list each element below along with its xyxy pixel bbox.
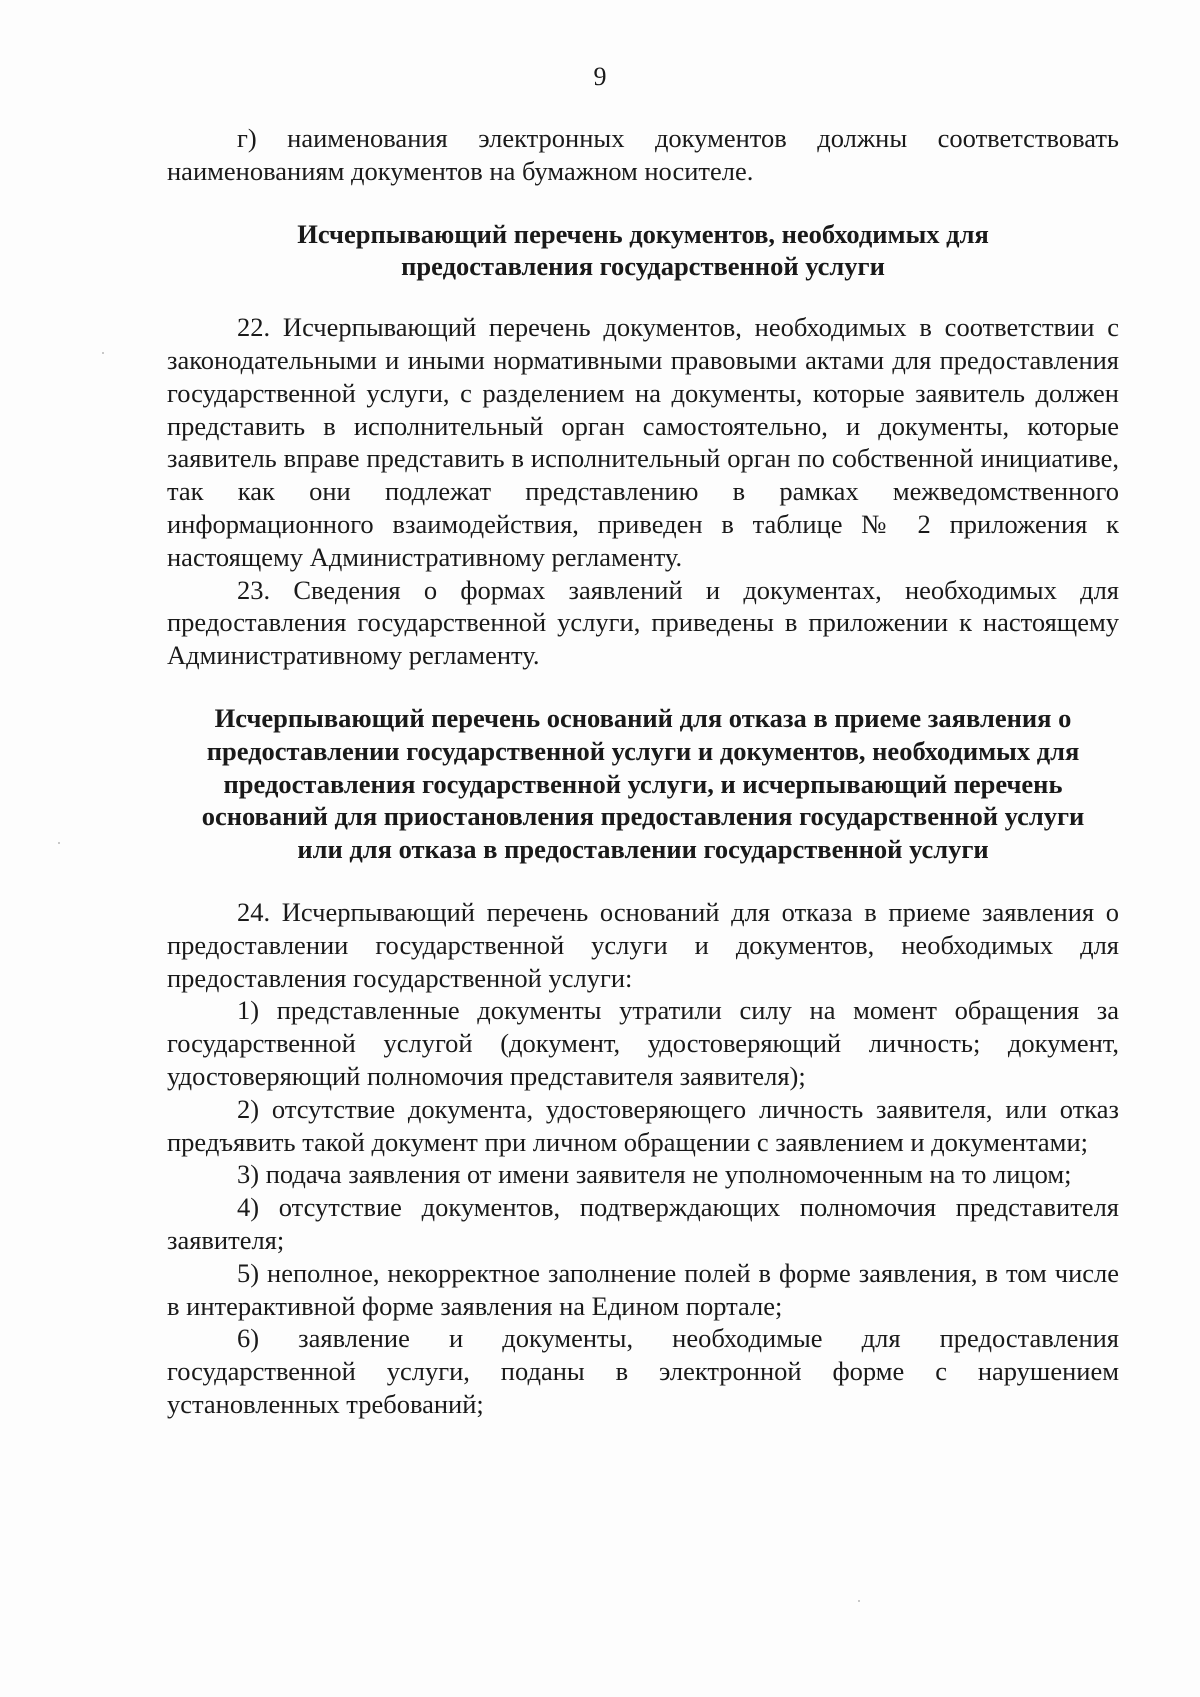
page-number: 9 <box>593 62 607 91</box>
scan-speck <box>858 1600 860 1602</box>
section-heading-documents: Исчерпывающий перечень документов, необходимых для предоставления государственной услуги <box>297 218 989 282</box>
scan-speck <box>58 842 60 844</box>
paragraph-22: 22. Исчерпывающий перечень документов, необходимых в соответствии с законодательными и иными нормативными правовыми актами для предоставления государственной услуги, с разделением на документы, которые заявитель должен представить в исполнительный орган самостоятельно, и документы, которые заявитель вправе представить в исполнительный орган по собственной инициативе, так как они подлежат представлению в рамках межведомственного информационного взаимодействия, приведен в таблице № 2 приложения к настоящему Административному регламенту. <box>167 312 1119 572</box>
section-heading-refusal-grounds: Исчерпывающий перечень оснований для отказа в приеме заявления о предоставлении государственной услуги и документов, необходимых для предоставления государственной услуги, и исчерпывающий перечень оснований для приостановления предоставления государственной услуги или для отказа в предоставлении государственной услуги <box>201 702 1085 865</box>
paragraph-24: 24. Исчерпывающий перечень оснований для отказа в приеме заявления о предоставлении государственной услуги и документов, необходимых для предоставления государственной услуги: <box>167 896 1119 993</box>
list-item: 5) неполное, некорректное заполнение полей в форме заявления, в том числе в интерактивной форме заявления на Едином портале; <box>167 1257 1119 1321</box>
paragraph-item-g: г) наименования электронных документов должны соответствовать наименованиям документов на бумажном носителе. <box>167 123 1119 186</box>
paragraph-23: 23. Сведения о формах заявлений и документах, необходимых для предоставления государственной услуги, приведены в приложении к настоящему Административному регламенту. <box>167 574 1119 671</box>
list-item: 2) отсутствие документа, удостоверяющего личность заявителя, или отказ предъявить такой документ при личном обращении с заявлением и документами; <box>167 1093 1119 1157</box>
list-item: 3) подача заявления от имени заявителя не уполномоченным на то лицом; <box>237 1159 1072 1190</box>
list-item: 4) отсутствие документов, подтверждающих полномочия представителя заявителя; <box>167 1192 1119 1255</box>
list-item: 6) заявление и документы, необходимые для предоставления государственной услуги, поданы в электронной форме с нарушением установленных требований; <box>167 1323 1119 1419</box>
document-body <box>167 122 1119 1421</box>
scan-speck <box>102 352 104 354</box>
list-item: 1) представленные документы утратили силу на момент обращения за государственной услугой (документ, удостоверяющий личность; документ, удостоверяющий полномочия представителя заявителя); <box>167 995 1119 1091</box>
